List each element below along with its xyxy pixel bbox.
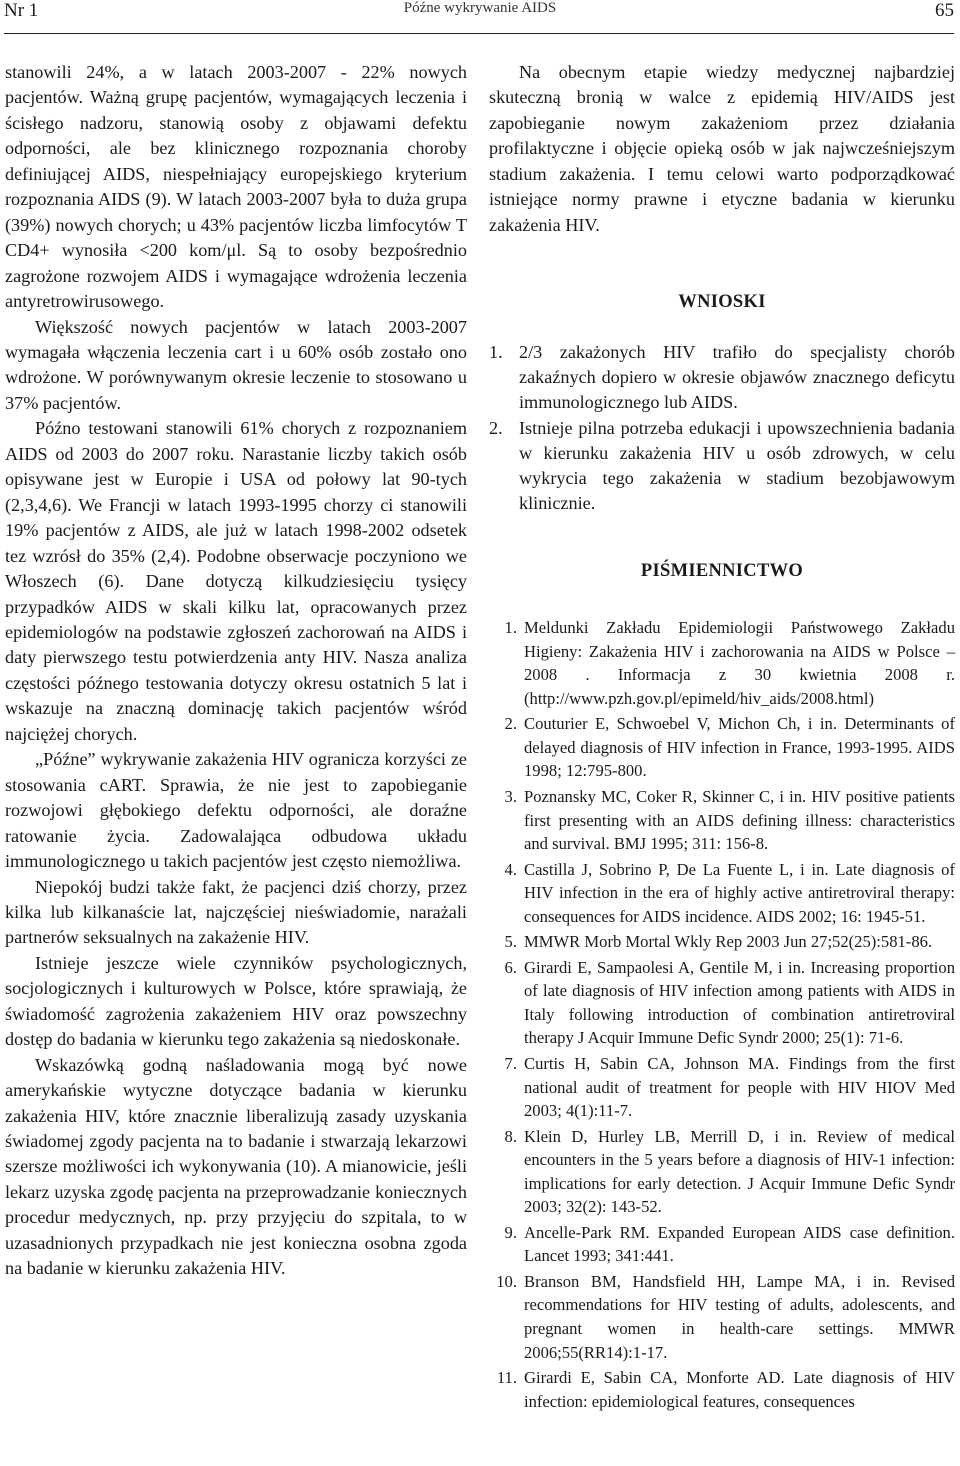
page-number: 65 <box>935 0 954 21</box>
item-number: 2. <box>489 417 503 438</box>
ref-text: Girardi E, Sabin CA, Monforte AD. Late diagnosis of HIV infection: epidemiological features, consequences <box>524 1368 955 1411</box>
conclusions-heading: WNIOSKI <box>678 292 766 313</box>
item-text: Istnieje pilna potrzeba edukacji i upowszechnienia badania w kierunku zakażenia HIV u osób zdrowych, w celu wykrycia tego zakażenia w stadium bezobjawowym klinicznie. <box>519 417 955 514</box>
reference-item <box>489 1052 955 1123</box>
item-number: 1. <box>489 341 503 362</box>
ref-number: 7. <box>504 1054 517 1073</box>
conclusion-item <box>489 340 955 416</box>
conclusions-list <box>489 340 955 517</box>
ref-text: Poznansky MC, Coker R, Skinner C, i in. HIV positive patients first presenting with an AIDS defining illness: characteristics and survival. BMJ 1995; 311: 156-8. <box>524 786 955 854</box>
journal-issue: Nr 1 <box>4 0 39 21</box>
references-list <box>489 616 955 1413</box>
header-rule <box>4 33 954 34</box>
paragraph: Późno testowani stanowili 61% chorych z rozpoznaniem AIDS od 2003 do 2007 roku. Narastanie liczby takich osób opisywane jest w Europie i USA od połowy lat 90-tych (2,3,4,6). We Francji w latach 1993-1995 chorzy ci stanowili 19% pacjentów z AIDS, ale już w latach 1998-2002 odsetek tez wzrósł do 35% (2,4). Podobne obserwacje poczyniono we Włoszech (6). Dane dotyczą kilkudziesięciu tysięcy przypadków AIDS w skali kilku lat, opracowanych przez epidemiologów na podstawie zgłoszeń zachorowań na AIDS i daty pierwszego testu potwierdzenia anty HIV. Nasza analiza częstości późnego testowania dotyczy okresu ostatnich 5 lat i wskazuje na znaczną dominację takich pacjentów wśród najciężej chorych. <box>5 418 467 744</box>
reference-item <box>489 1125 955 1219</box>
ref-number: 3. <box>504 786 517 806</box>
item-text: 2/3 zakażonych HIV trafiło do specjalisty chorób zakaźnych dopiero w okresie objawów znacznego deficytu immunologicznego lub AIDS. <box>519 341 955 413</box>
ref-number: 4. <box>504 859 517 879</box>
ref-number: 10. <box>496 1271 517 1291</box>
ref-text: Castilla J, Sobrino P, De La Fuente L, i in. Late diagnosis of HIV infection in the era of highly active antiretroviral therapy: consequences for AIDS incidence. AIDS 2002; 16: 1945-51. <box>524 859 955 926</box>
ref-text: Couturier E, Schwoebel V, Michon Ch, i in. Determinants of delayed diagnosis of HIV infection in France, 1993-1995. AIDS 1998; 12:795-800. <box>524 714 955 781</box>
page-header <box>0 0 960 34</box>
ref-number: 6. <box>504 957 517 977</box>
paragraph: Niepokój budzi także fakt, że pacjenci dziś chorzy, przez kilka lub kilkanaście lat, najczęściej nieświadomie, narażali partnerów seksualnych na zakażenie HIV. <box>5 876 467 948</box>
reference-item <box>489 956 955 1050</box>
ref-number: 11. <box>496 1368 517 1388</box>
ref-number: 9. <box>504 1222 517 1242</box>
ref-number: 5. <box>504 932 517 952</box>
left-column <box>5 60 467 1282</box>
paragraph: Wskazówką godną naśladowania mogą być nowe amerykańskie wytyczne dotyczące badania w kierunku zakażenia HIV, które znacznie liberalizują zasady uzyskania świadomej zgody pacjenta na to badanie i stwarzają lekarzowi szersze możliwości ich wykonywania (10). A mianowicie, jeśli lekarz uzyska zgodę pacjenta na przeprowadzanie koniecznych procedur medycznych, np. przy przyjęciu do szpitala, to w uzasadnionych przypadkach nie jest konieczna osobna zgoda na badanie w kierunku zakażenia HIV. <box>5 1054 467 1279</box>
running-title: Późne wykrywanie AIDS <box>403 0 557 16</box>
ref-text: Curtis H, Sabin CA, Johnson MA. Findings from the first national audit of treatment for people with HIV HIOV Med 2003; 4(1):11-7. <box>524 1054 955 1121</box>
ref-number: 1. <box>504 618 517 638</box>
ref-text: Branson BM, Handsfield HH, Lampe MA, i in. Revised recommendations for HIV testing of adults, adolescents, and pregnant women in health-care settings. MMWR 2006;55(RR14):1-17. <box>524 1271 955 1362</box>
paragraph: stanowili 24%, a w latach 2003-2007 - 22% nowych pacjentów. Ważną grupę pacjentów, wymagających leczenia i ścisłego nadzoru, stanowią osoby z objawami defektu odporności, ale bez klinicznego rozpoznania choroby definiującej AIDS, niespełniający europejskiego kryterium rozpoznania AIDS (9). W latach 2003-2007 była to duża grupa (39%) nowych chorych; u 43% pacjentów liczba limfocytów T CD4+ wynosiła <200 kom/μl. Są to osoby bezpośrednio zagrożone rozwojem AIDS i wymagające wdrożenia leczenia antyretrowirusowego. <box>5 62 467 312</box>
reference-item <box>489 616 955 710</box>
ref-text: Ancelle-Park RM. Expanded European AIDS case definition. Lancet 1993; 341:441. <box>524 1222 955 1266</box>
ref-number: 8. <box>504 1126 517 1146</box>
reference-item <box>489 1366 955 1413</box>
ref-text: Girardi E, Sampaolesi A, Gentile M, i in. Increasing proportion of late diagnosis of HIV infection among patients with AIDS in Italy following introduction of combination antiretroviral therapy J Acquir Immune Defic Syndr 2000; 25(1): 71-6. <box>524 957 955 1048</box>
reference-item <box>489 858 955 929</box>
paragraph: Istnieje jeszcze wiele czynników psychologicznych, socjologicznych i kulturowych w Polsce, które sprawiają, że świadomość zagrożenia zakażeniem HIV oraz powszechny dostęp do badania w kierunku tego zakażenia są niedoskonałe. <box>5 952 467 1050</box>
paragraph: Większość nowych pacjentów w latach 2003-2007 wymagała włączenia leczenia cart i u 60% osób zostało ono wdrożone. W porównywanym okresie leczenie to stosowano u 37% pacjentów. <box>5 316 467 413</box>
ref-text: Klein D, Hurley LB, Merrill D, i in. Review of medical encounters in the 5 years before a diagnosis of HIV-1 infection: implications for early detection. J Acquir Immune Defic Syndr 2003; 32(2): 143-52. <box>524 1126 955 1217</box>
reference-item <box>489 712 955 783</box>
ref-number: 2. <box>504 714 517 734</box>
reference-item <box>489 930 955 954</box>
reference-item <box>489 1270 955 1364</box>
ref-text: MMWR Morb Mortal Wkly Rep 2003 Jun 27;52(25):581-86. <box>524 932 933 952</box>
conclusion-item <box>489 416 955 517</box>
references-heading: PIŚMIENNICTWO <box>640 560 804 581</box>
right-column <box>489 60 955 1415</box>
intro-paragraph: Na obecnym etapie wiedzy medycznej najbardziej skuteczną bronią w walce z epidemią HIV/AIDS jest zapobieganie nowym zakażeniom przez działania profilaktyczne i objęcie opieką osób w jak najwcześniejszym stadium zakażenia. I temu celowi warto podporządkować istniejące normy prawne i etyczne badania w kierunku zakażenia HIV. <box>489 62 955 235</box>
reference-item <box>489 1221 955 1268</box>
ref-text: Meldunki Zakładu Epidemiologii Państwowego Zakładu Higieny: Zakażenia HIV i zachorowania na AIDS w Polsce – 2008 . Informacja z 30 kwietnia 2008 r. (http://www.pzh.gov.pl/epimeld/hiv_aids/2008.html) <box>524 618 955 708</box>
reference-item <box>489 785 955 856</box>
paragraph: „Późne” wykrywanie zakażenia HIV ogranicza korzyści ze stosowania cART. Sprawia, że nie jest to zapobieganie rozwojowi głębokiego defektu odporności, ale doraźne ratowanie życia. Zadowalająca odbudowa układu immunologicznego u takich pacjentów jest często niemożliwa. <box>5 749 467 872</box>
